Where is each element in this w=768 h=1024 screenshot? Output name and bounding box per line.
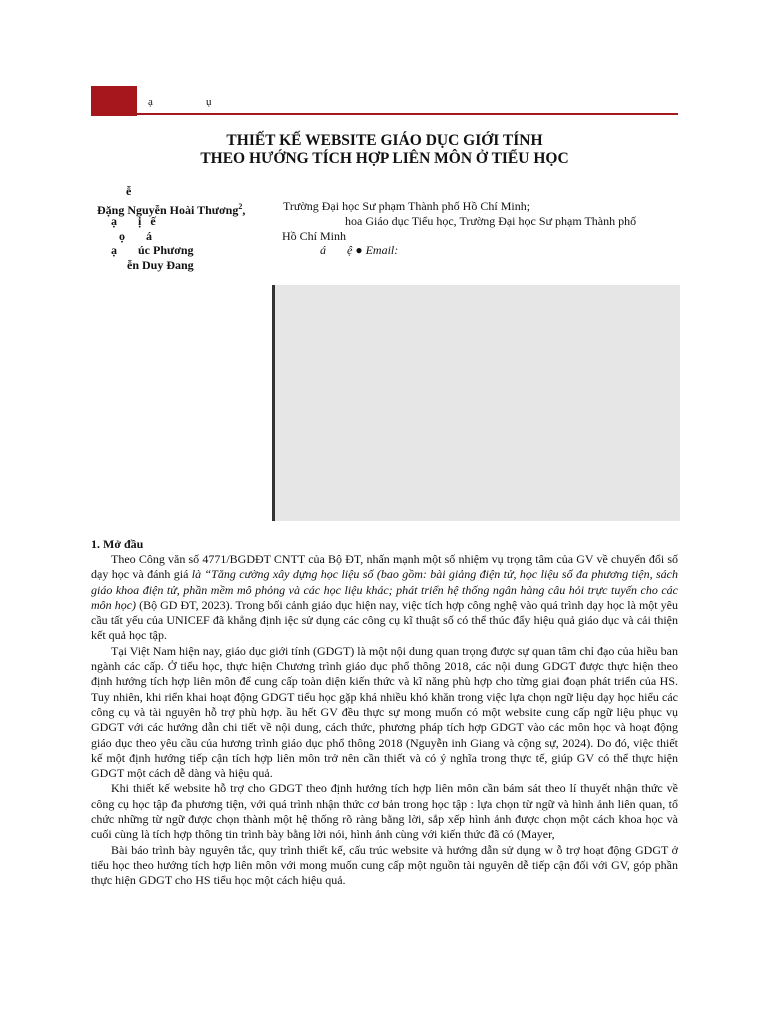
article-title-line2: THEO HƯỚNG TÍCH HỢP LIÊN MÔN Ở TIỂU HỌC: [200, 150, 569, 167]
affiliation-line-1: hoa Giáo dục Tiểu học, Trường Đại học Sư phạm Thành phố: [345, 214, 637, 228]
body-text: [91, 552, 678, 889]
header-text-left: ạ: [148, 96, 153, 108]
paragraph-text-run: là “Tăng cường xây dựng học liệu số (bao gồm: bài giảng điện tử, học liệu số đa phương tiện, sách giáo khoa điện tử, phần mềm mô phỏng và các học liệu khác; phát triển hệ thống ngân hàng câu hỏi trực tuyến cho các môn học): [91, 567, 678, 612]
author-line-3: ọ á: [119, 229, 152, 243]
paragraph-text-run: Theo Công văn số 4771/BGDĐT CNTT của Bộ ĐT, nhấn mạnh một số nhiệm vụ trọng tâm của GV về chuyển đổi số dạy học và đánh giá: [91, 552, 678, 582]
paragraph-text-run: (Bộ GD ĐT, 2023). Trong bối cảnh giáo dục hiện nay, việc tích hợp công nghệ vào quá trình dạy học là một yêu cầu tất yếu của UNICEF đã khẳng định iệc sử dụng các công cụ kĩ thuật số có thể thúc đẩy hiệu quả giáo dục và cải thiện kết quả học tập.: [91, 597, 678, 643]
paragraph-1: [91, 552, 678, 644]
author-affiliation-mark: 2: [238, 202, 243, 211]
paragraph-text-run: Tại Việt Nam hiện nay, giáo dục giới tính (GDGT) là một nội dung quan trọng được sự quan tâm chỉ đạo của hiều ban ngành các cấp. Ở tiểu học, thực hiện Chương trình giáo dục phổ thông 2018, các nội dung GDGT được thực hiện theo định hướng tích hợp liên môn để cung cấp toàn diện kiến thức và kĩ năng phù hợp cho từng giai đoạn phát triển của HS. Tuy nhiên, khi riển khai hoạt động GDGT tiểu học gặp khá nhiều khó khăn trong việc lựa chọn ngữ liệu dạy học hiểu các công cụ và tài nguyên hỗ trợ phù hợp. ầu hết GV đều thực sự mong muốn có một website cung cấp ngữ liệu phục vụ GDGT với các hướng dẫn chi tiết về nội dung, cách thức, phương pháp tích hợp GDGT vào các môn học và hoạt động giáo dục theo yêu cầu của hương trình giáo dục phổ thông 2018 (Nguyễn inh Giang và cộng sự, 2024). Do đó, việc thiết kế một định hướng tiếp cận tích hợp liên môn trở nên cần thiết và có ý nghĩa trong thực tế, giúp GV có thể thực hiện GDGT một cách dễ dàng và hiệu quả.: [91, 643, 678, 781]
paragraph-3: [91, 781, 678, 842]
paragraph-text-run: Bài báo trình bày nguyên tắc, quy trình thiết kế, cấu trúc website và hướng dẫn sử dụng w ỗ trợ hoạt động GDGT ở tiểu học theo hướng tích hợp liên môn với mong muốn cung cấp một nguồn tài nguyên dễ tiếp cận đối với GV, góp phần thực hiện GDGT cho HS tiểu học một cách hiệu quả.: [91, 842, 678, 888]
header-rule: [137, 113, 678, 115]
paragraph-2: [91, 644, 678, 782]
author-name: Đặng Nguyễn Hoài Thương: [97, 203, 239, 217]
header-text-right: ụ: [206, 96, 212, 108]
article-title-line1: THIẾT KẾ WEBSITE GIÁO DỤC GIỚI TÍNH: [226, 132, 543, 149]
author-line-2: ạ ị ế: [111, 214, 156, 228]
section-heading: 1. Mở đầu: [91, 537, 144, 551]
affiliation-line-2: Hồ Chí Minh: [282, 229, 347, 243]
author-line-4: ạ úc Phương: [111, 243, 194, 257]
abstract-box: [272, 285, 680, 521]
author-line-0: ễ: [126, 184, 132, 198]
header-color-block: [91, 86, 137, 116]
paragraph-4: [91, 843, 678, 889]
author-line-1: Đặng Nguyễn Hoài Thương$^2$,: [97, 202, 246, 217]
contact-line: á ệ ● Email:: [320, 243, 399, 257]
paragraph-text-run: Khi thiết kế website hỗ trợ cho GDGT theo định hướng tích hợp liên môn cần bám sát theo lí thuyết nhận thức về công cụ học tập đa phương tiện, với quá trình nhận thức cơ bản trong học tập : lựa chọn từ ngữ và hình ảnh liên quan, tổ chức những từ ngữ được chọn thành một hệ thống rõ ràng bằng lời, sắp xếp hình ảnh được chọn một cách khoa học và cuối cùng là tích hợp thông tin trình bày bằng lời nói, hình ảnh cùng với kiến thức đã có (Mayer,: [91, 781, 678, 842]
affiliation-line-0: Trường Đại học Sư phạm Thành phố Hồ Chí Minh;: [283, 199, 531, 213]
author-line-5: ễn Duy Đang: [127, 258, 194, 272]
